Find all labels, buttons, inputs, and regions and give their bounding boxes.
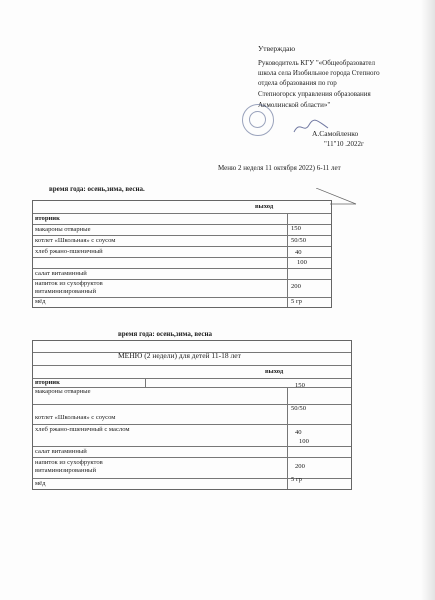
table1-item-name: котлет «Школьная» с соусом: [35, 237, 116, 244]
table1-item-name: мёд: [35, 298, 46, 305]
table1-item-name: напиток из сухофруктов: [35, 280, 103, 287]
table1-item-name: хлеб ржано-пшеничный: [35, 248, 103, 255]
value-column: [287, 269, 288, 279]
table2-output-header: выход: [265, 368, 284, 375]
head-line-1: Руководитель КГУ "«Общеобразовател: [258, 59, 375, 67]
table-row: [33, 298, 331, 307]
table2-item-name: хлеб ржано-пшеничный с маслом: [35, 426, 130, 433]
table2-day: вторник: [35, 379, 60, 386]
value-column: [287, 479, 288, 489]
table-row: [33, 258, 331, 269]
table-row: [33, 225, 331, 236]
table2-item-name: напиток из сухофруктов витаминизированный: [35, 459, 103, 475]
table-row: [33, 269, 331, 280]
table1-item-value: 50/50: [291, 237, 307, 244]
head-line-5: Акмолинской области»": [258, 101, 331, 109]
table2-item-name: макароны отварные: [35, 388, 91, 395]
table1-item-name: салат витаминный: [35, 270, 87, 277]
value-column: [287, 388, 288, 404]
table2-title: МЕНЮ (2 недели) для детей 11-18 лет: [118, 351, 241, 360]
approval-date: "11"10 .2022г: [324, 140, 364, 148]
stamp-seal: [242, 104, 274, 136]
table-row: [33, 247, 331, 258]
table1-item-value: 200: [291, 283, 301, 290]
head-line-3: отдела образования по гор: [258, 79, 337, 87]
table-row: [33, 280, 331, 298]
value-column: [287, 425, 288, 446]
table2-item-value: 40: [295, 429, 302, 436]
approve-label: Утверждаю: [258, 44, 296, 53]
value-column: [145, 379, 146, 387]
signature-name: А.Самойленко: [312, 129, 359, 138]
menu-title: Меню 2 неделя 11 октября 2022) 6-11 лет: [218, 164, 341, 172]
table2-item-value: 100: [299, 438, 309, 445]
table-row: [33, 236, 331, 247]
value-column: [287, 225, 288, 235]
table1-item-value: 40: [295, 249, 302, 256]
table1-item-value: 150: [291, 225, 301, 232]
table-row: [33, 458, 351, 479]
table1-season: время года: осень,зима, весна.: [49, 185, 145, 193]
table2-item-value: 150: [295, 382, 305, 389]
table1-item-value: 100: [297, 259, 307, 266]
table1-item-name: витаминизированный: [35, 288, 96, 295]
table1-item-value: 5 гр: [291, 298, 302, 305]
value-column: [287, 247, 288, 257]
menu-table-1: [32, 200, 332, 308]
table-row: [33, 366, 351, 379]
table2-item-value: 50/50: [291, 405, 307, 412]
table-row: [33, 405, 351, 425]
table-row: [33, 214, 331, 225]
table2-item-name: котлет «Школьная» с соусом: [35, 414, 116, 421]
table-row: [33, 425, 351, 447]
table1-day: вторник: [35, 215, 60, 222]
table2-item-name: салат витаминный: [35, 448, 87, 455]
table2-season: время года: осень,зима, весна: [118, 330, 212, 338]
table1-output-header: выход: [255, 203, 274, 210]
head-line-4: Степногорск управления образования: [258, 90, 371, 98]
page-edge-shadow: [421, 0, 435, 600]
value-column: [287, 258, 288, 268]
table-row: [33, 476, 351, 489]
table1-corner-lines: [316, 188, 358, 206]
menu-table-2: [32, 340, 352, 490]
table2-item-name: мёд: [35, 480, 46, 487]
value-column: [287, 298, 288, 307]
table2-item-value: 5 гр: [291, 476, 302, 483]
table-row: [33, 201, 331, 214]
value-column: [287, 447, 288, 457]
value-column: [287, 280, 288, 297]
table1-item-name: макароны отварные: [35, 226, 91, 233]
value-column: [287, 458, 288, 478]
table2-item-value: 200: [295, 463, 305, 470]
value-column: [287, 236, 288, 246]
table-row: [33, 447, 351, 458]
value-column: [287, 405, 288, 424]
head-line-2: школа села Изобильное города Степного: [258, 69, 380, 77]
value-column: [287, 214, 288, 224]
